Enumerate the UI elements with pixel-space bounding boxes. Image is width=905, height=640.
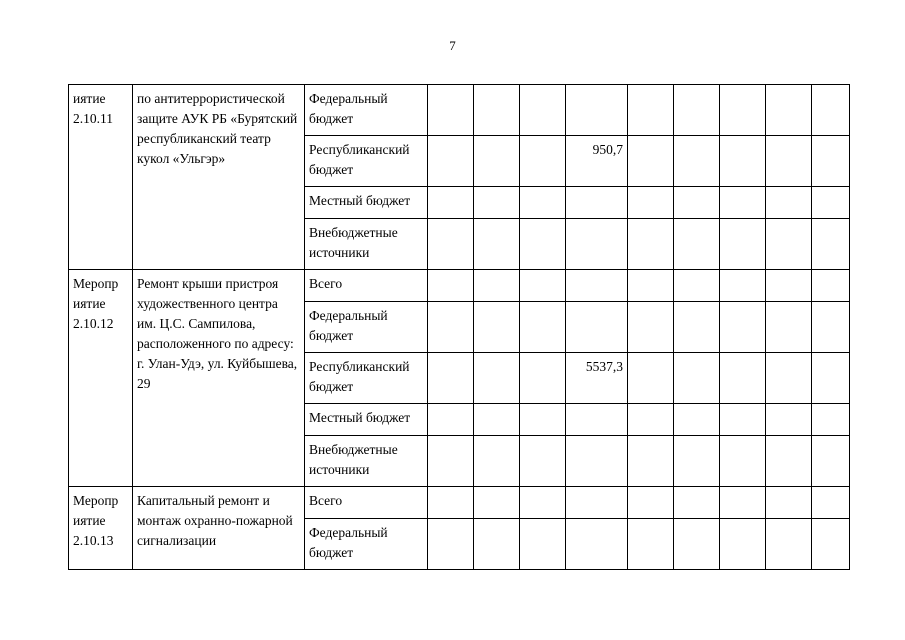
amount-cell	[566, 302, 628, 353]
amount-cell	[474, 187, 520, 219]
measure-code: иятие 2.10.11	[69, 85, 133, 270]
amount-cell	[720, 136, 766, 187]
amount-cell	[812, 487, 850, 519]
funding-source: Всего	[305, 487, 428, 519]
amount-cell	[566, 436, 628, 487]
amount-cell	[720, 519, 766, 570]
amount-cell	[766, 436, 812, 487]
measure-title: по антитеррористической защите АУК РБ «Бурятский республиканский театр кукол «Ульгэр»	[133, 85, 305, 270]
amount-cell	[766, 270, 812, 302]
funding-source: Республиканский бюджет	[305, 136, 428, 187]
amount-cell	[812, 353, 850, 404]
amount-cell	[628, 302, 674, 353]
amount-cell	[674, 270, 720, 302]
amount-cell	[766, 136, 812, 187]
amount-cell	[720, 487, 766, 519]
budget-table	[68, 84, 850, 570]
amount-cell	[520, 136, 566, 187]
funding-source: Федеральный бюджет	[305, 85, 428, 136]
amount-cell	[428, 270, 474, 302]
amount-cell	[720, 219, 766, 270]
amount-cell	[674, 136, 720, 187]
amount-cell	[674, 187, 720, 219]
amount-cell	[566, 519, 628, 570]
amount-cell	[566, 187, 628, 219]
amount-cell	[812, 270, 850, 302]
amount-cell	[474, 353, 520, 404]
amount-cell	[474, 85, 520, 136]
amount-cell	[566, 404, 628, 436]
amount-cell	[474, 270, 520, 302]
amount-cell	[428, 136, 474, 187]
amount-cell	[474, 519, 520, 570]
amount-cell	[766, 85, 812, 136]
amount-cell	[628, 353, 674, 404]
amount-cell	[474, 404, 520, 436]
amount-cell: 950,7	[566, 136, 628, 187]
amount-cell	[628, 404, 674, 436]
amount-cell: 5537,3	[566, 353, 628, 404]
amount-cell	[628, 519, 674, 570]
amount-cell	[520, 436, 566, 487]
measure-title: Капитальный ремонт и монтаж охранно-пожарной сигнализации	[133, 487, 305, 570]
amount-cell	[812, 302, 850, 353]
amount-cell	[812, 219, 850, 270]
amount-cell	[428, 436, 474, 487]
amount-cell	[474, 136, 520, 187]
amount-cell	[566, 85, 628, 136]
amount-cell	[428, 404, 474, 436]
amount-cell	[766, 404, 812, 436]
amount-cell	[720, 270, 766, 302]
amount-cell	[674, 353, 720, 404]
amount-cell	[474, 436, 520, 487]
amount-cell	[428, 353, 474, 404]
amount-cell	[520, 353, 566, 404]
amount-cell	[812, 85, 850, 136]
amount-cell	[674, 436, 720, 487]
amount-cell	[812, 436, 850, 487]
funding-source: Местный бюджет	[305, 404, 428, 436]
amount-cell	[720, 302, 766, 353]
measure-code: Меропр иятие 2.10.13	[69, 487, 133, 570]
amount-cell	[628, 436, 674, 487]
amount-cell	[474, 487, 520, 519]
funding-source: Федеральный бюджет	[305, 519, 428, 570]
amount-cell	[674, 404, 720, 436]
amount-cell	[628, 219, 674, 270]
amount-cell	[812, 519, 850, 570]
amount-cell	[520, 187, 566, 219]
amount-cell	[566, 270, 628, 302]
amount-cell	[766, 302, 812, 353]
amount-cell	[720, 353, 766, 404]
amount-cell	[520, 519, 566, 570]
amount-cell	[428, 302, 474, 353]
amount-cell	[520, 270, 566, 302]
amount-cell	[566, 219, 628, 270]
table-row	[69, 85, 850, 136]
amount-cell	[812, 136, 850, 187]
amount-cell	[520, 219, 566, 270]
amount-cell	[812, 404, 850, 436]
table-row	[69, 487, 850, 519]
page-number: 7	[449, 38, 456, 53]
measure-code: Меропр иятие 2.10.12	[69, 270, 133, 487]
amount-cell	[674, 85, 720, 136]
amount-cell	[766, 187, 812, 219]
measure-title: Ремонт крыши пристроя художественного центра им. Ц.С. Сампилова, расположенного по адресу: г. Улан-Удэ, ул. Куйбышева, 29	[133, 270, 305, 487]
amount-cell	[674, 487, 720, 519]
amount-cell	[428, 519, 474, 570]
amount-cell	[766, 487, 812, 519]
funding-source: Республиканский бюджет	[305, 353, 428, 404]
funding-source: Внебюджетные источники	[305, 436, 428, 487]
amount-cell	[474, 219, 520, 270]
funding-source: Местный бюджет	[305, 187, 428, 219]
amount-cell	[566, 487, 628, 519]
amount-cell	[628, 487, 674, 519]
amount-cell	[720, 404, 766, 436]
table-row	[69, 270, 850, 302]
amount-cell	[628, 187, 674, 219]
funding-source: Всего	[305, 270, 428, 302]
amount-cell	[428, 219, 474, 270]
amount-cell	[674, 519, 720, 570]
amount-cell	[520, 85, 566, 136]
amount-cell	[766, 353, 812, 404]
amount-cell	[428, 85, 474, 136]
amount-cell	[520, 404, 566, 436]
amount-cell	[766, 219, 812, 270]
amount-cell	[520, 487, 566, 519]
amount-cell	[766, 519, 812, 570]
amount-cell	[474, 302, 520, 353]
amount-cell	[628, 85, 674, 136]
amount-cell	[428, 187, 474, 219]
amount-cell	[720, 187, 766, 219]
amount-cell	[520, 302, 566, 353]
amount-cell	[628, 270, 674, 302]
amount-cell	[428, 487, 474, 519]
amount-cell	[720, 85, 766, 136]
funding-source: Федеральный бюджет	[305, 302, 428, 353]
amount-cell	[674, 219, 720, 270]
amount-cell	[720, 436, 766, 487]
funding-source: Внебюджетные источники	[305, 219, 428, 270]
amount-cell	[628, 136, 674, 187]
amount-cell	[674, 302, 720, 353]
amount-cell	[812, 187, 850, 219]
